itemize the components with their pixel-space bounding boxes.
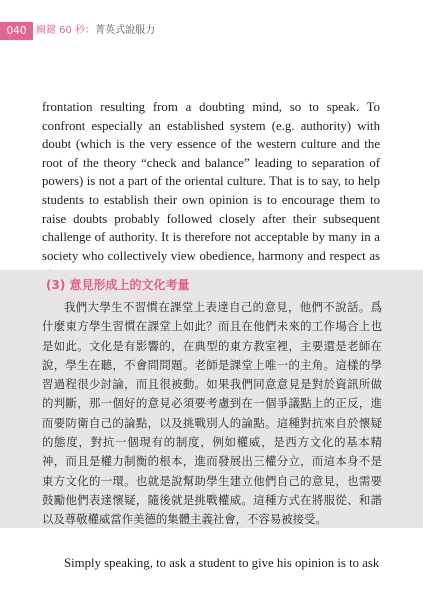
- chinese-paragraph: 我們大學生不習慣在課堂上表達自己的意見，他們不說話。爲什麼東方學生習慣在課堂上如此？而且在他們未來的工作場合上也是如此。文化是有影響的，在典型的東方教室裡，主要還是老師在說，學生在聽，不會問問題。老師是課堂上唯一的主角。這樣的學習過程很少討論，而且很被動。如果我們同意意見是對於資訊所做的判斷，那一個好的意見必須要考慮到在一個爭議點上的正反，進而要防衛自己的論點，以及挑戰別人的論點。這種對抗來自於懷疑的態度，對抗一個現有的制度，例如權威，是西方文化的基本精神，而且是權力制衡的根本，進而發展出三權分立，而這本身不是東方文化的一環。也就是說幫助學生建立他們自己的意見，也需要鼓勵他們表達懷疑，隨後就是挑戰權威。這種方式在將服從、和諧以及尊敬權威當作美德的集體主義社會，不容易被接受。: [42, 300, 382, 527]
- english-paragraph-top: frontation resulting from a doubting mind, so to speak. To confront especially an established system (e.g. authority) with doubt (which is the very essence of the western culture and the root of the theory “check and balance” leading to separation of powers) is not a part of the oriental culture. That is to say, to help students to establish their own opinion is to encourage them to raise doubts probably followed closely after their subsequent challenge of authority. It is therefore not acceptable by many in a society who collectively view obedience, harmony and respect as: [42, 100, 380, 263]
- book-title-main: 關鍵 60 秒: [36, 25, 86, 36]
- running-header: [0, 0, 423, 40]
- english-paragraph-bottom: Simply speaking, to ask a student to give his opinion is to ask: [64, 556, 380, 570]
- title-separator: ：: [85, 25, 96, 36]
- book-subtitle: 菁英式說服力: [95, 25, 156, 36]
- section-heading: (3) 意見形成上的文化考量: [46, 278, 190, 292]
- book-title: [36, 22, 155, 40]
- page-number: 040: [0, 22, 33, 40]
